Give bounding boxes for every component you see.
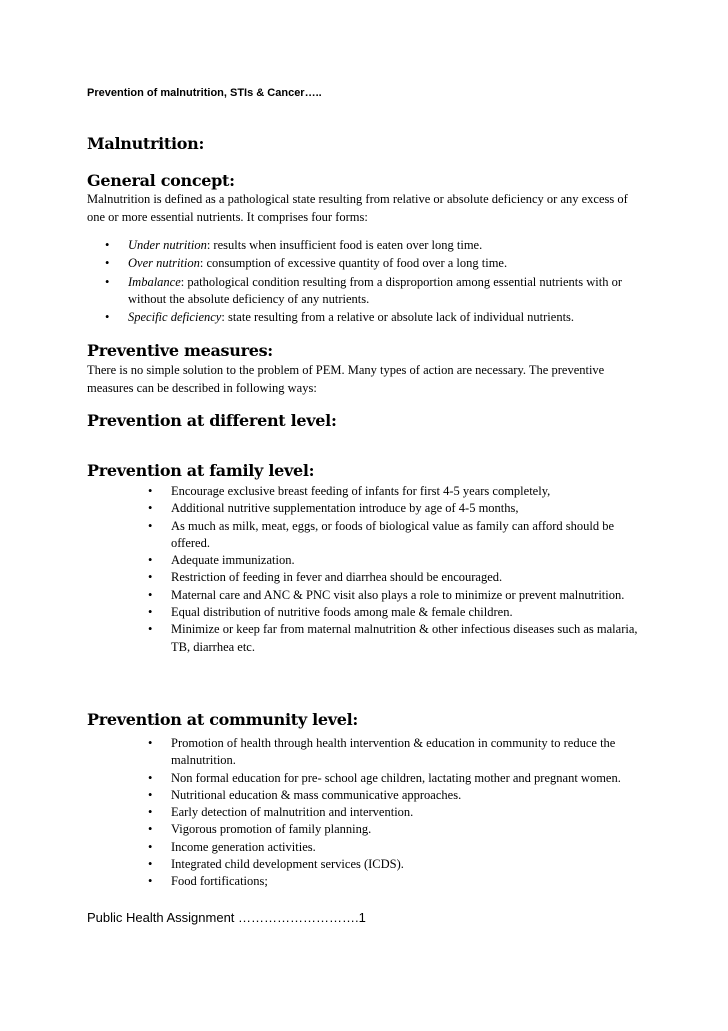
item-text: Minimize or keep far from maternal malnutrition & other infectious diseases such as malaria, TB, diarrhea etc. [171, 622, 638, 654]
family-level-heading: Prevention at family level: [87, 461, 315, 480]
list-item [105, 255, 648, 272]
item-text: Equal distribution of nutritive foods among male & female children. [171, 605, 513, 620]
list-item [105, 309, 648, 326]
item-text: Integrated child development services (ICDS). [171, 857, 404, 872]
item-text: Vigorous promotion of family planning. [171, 822, 372, 837]
item-text: Adequate immunization. [171, 553, 295, 568]
item-text: Nutritional education & mass communicative approaches. [171, 787, 462, 802]
preventive-measures-heading: Preventive measures: [87, 341, 273, 360]
list-item [105, 274, 648, 309]
list-item [148, 518, 651, 553]
bullet: • [148, 484, 153, 498]
item-text: Food fortifications; [171, 874, 268, 889]
bullet: • [148, 570, 153, 585]
item-text: Encourage exclusive breast feeding of infants for first 4-5 years completely, [171, 484, 551, 498]
form-text: : results when insufficient food is eaten over long time. [206, 238, 483, 252]
list-item [148, 500, 651, 517]
bullet: • [148, 605, 153, 620]
bullet: • [105, 256, 110, 271]
list-item [105, 237, 648, 254]
document-header-title: Prevention of malnutrition, STIs & Cancer….. [87, 87, 322, 99]
bullet: • [148, 805, 153, 820]
form-text: : pathological condition resulting from a disproportion among essential nutrients with or without the absolute deficiency of any nutrients. [128, 274, 623, 306]
bullet: • [148, 553, 153, 568]
bullet: • [105, 274, 110, 289]
form-term: Specific deficiency [128, 310, 222, 325]
list-item [148, 873, 651, 890]
malnutrition-definition: Malnutrition is defined as a pathological state resulting from relative or absolute deficiency or any excess of one or more essential nutrients. It comprises four forms: [87, 192, 628, 224]
list-item [148, 821, 651, 838]
item-text: Additional nutritive supplementation introduce by age of 4-5 months, [171, 501, 519, 516]
malnutrition-forms-list [105, 237, 648, 326]
form-text: : consumption of excessive quantity of food over a long time. [199, 256, 508, 271]
list-item [148, 621, 651, 656]
bullet: • [148, 787, 153, 802]
form-term: Over nutrition [128, 256, 200, 271]
list-item [148, 735, 651, 770]
page-footer [87, 910, 366, 925]
bullet: • [148, 839, 153, 854]
item-text: Non formal education for pre- school age children, lactating mother and pregnant women. [171, 770, 621, 785]
item-text: Income generation activities. [171, 839, 316, 854]
bullet: • [148, 622, 153, 637]
page-number: 1 [358, 910, 366, 925]
bullet: • [148, 587, 153, 602]
form-text: : state resulting from a relative or absolute lack of individual nutrients. [221, 310, 575, 325]
preventive-measures-text: There is no simple solution to the problem of PEM. Many types of action are necessary. The preventive measures can be described in following ways: [87, 363, 605, 395]
list-item [148, 483, 651, 500]
malnutrition-heading: Malnutrition: [87, 134, 205, 153]
list-item [148, 552, 651, 569]
item-text: Maternal care and ANC & PNC visit also plays a role to minimize or prevent malnutrition. [171, 587, 625, 602]
bullet: • [105, 310, 110, 325]
list-item [148, 856, 651, 873]
bullet: • [148, 501, 153, 516]
community-level-list [148, 735, 651, 891]
list-item [148, 787, 651, 804]
list-item [148, 839, 651, 856]
item-text: Restriction of feeding in fever and diarrhea should be encouraged. [171, 570, 503, 585]
list-item [148, 804, 651, 821]
item-text: As much as milk, meat, eggs, or foods of biological value as family can afford should be offered. [171, 518, 615, 550]
community-level-heading: Prevention at community level: [87, 710, 359, 729]
bullet: • [148, 518, 153, 533]
bullet: • [148, 874, 153, 889]
bullet: • [148, 736, 153, 750]
item-text: Promotion of health through health intervention & education in community to reduce the malnutrition. [171, 736, 616, 768]
form-term: Imbalance [128, 274, 181, 289]
list-item [148, 770, 651, 787]
bullet: • [148, 857, 153, 872]
bullet: • [148, 770, 153, 785]
bullet: • [148, 822, 153, 837]
footer-text: Public Health Assignment ………………………. [87, 910, 359, 925]
list-item [148, 604, 651, 621]
item-text: Early detection of malnutrition and intervention. [171, 805, 414, 820]
bullet: • [105, 238, 110, 252]
form-term: Under nutrition [128, 238, 207, 252]
list-item [148, 587, 651, 604]
family-level-list [148, 483, 651, 656]
list-item [148, 569, 651, 586]
general-concept-heading: General concept: [87, 171, 235, 190]
prevention-levels-heading: Prevention at different level: [87, 411, 337, 430]
